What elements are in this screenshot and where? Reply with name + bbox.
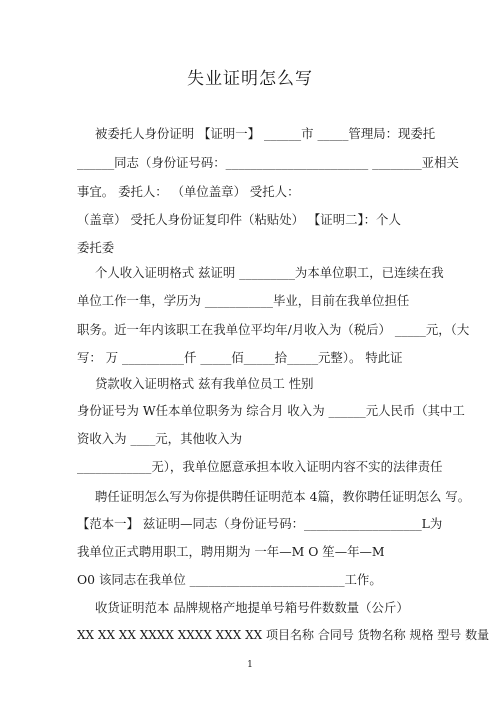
text-line: 资收入为 ____元，其他收入为 xyxy=(77,431,243,446)
text-line: 被委托人身份证明 【证明一】 ______市 _____管理局：现委托 xyxy=(95,126,436,141)
text-line: 个人收入证明格式 兹证明 _________为本单位职工，已连续在我 xyxy=(95,265,444,280)
text-line: （盖章） 受托人身份证复印件（粘贴处） 【证明二】：个人 xyxy=(77,212,401,227)
text-line: ____________无），我单位愿意承担本收入证明内容不实的法律责任 xyxy=(77,459,443,474)
text-line: 收货证明范本 品牌规格产地提单号箱号件数数量（公斤） xyxy=(95,600,409,615)
page-title: 失业证明怎么写 xyxy=(187,69,313,89)
text-line: 聘任证明怎么写为你提供聘任证明范本 4篇，教你聘任证明怎么 写。 xyxy=(95,489,471,504)
text-line: 贷款收入证明格式 兹有我单位员工 性别 xyxy=(95,376,314,391)
text-line: 事宜。 委托人： （单位盖章） 受托人： xyxy=(77,184,300,199)
text-line: 【范本一】 兹证明—同志（身份证号码：___________________L为 xyxy=(77,516,443,531)
text-line: ______同志（身份证号码：_______________________ ________亚相关 xyxy=(77,155,459,170)
text-line: 身份证号为 W任本单位职务为 综合月 收入为 ______元人民币（其中工 xyxy=(77,403,465,418)
page-number: 1 xyxy=(247,660,253,670)
text-line: 委托委 xyxy=(77,240,115,255)
text-line: 职务。近一年内该职工在我单位平均年/月收入为（税后） _____元，（大 xyxy=(77,322,470,337)
text-line: 写： 万 __________仟 _____佰_____拾_____元整）。 特此证 xyxy=(77,350,403,365)
text-line: XX XX XX XXXX XXXX XXX XX 项目名称 合同号 货物名称 规格 型号 数量 xyxy=(77,628,490,642)
text-line: 我单位正式聘用职工，聘用期为 一年—M O 笙—年—M xyxy=(77,544,385,559)
text-line: 单位工作一隼，学历为 ___________毕业，目前在我单位担任 xyxy=(77,293,410,308)
text-line: O0 该同志在我单位 _________________________工作。 xyxy=(77,572,382,587)
